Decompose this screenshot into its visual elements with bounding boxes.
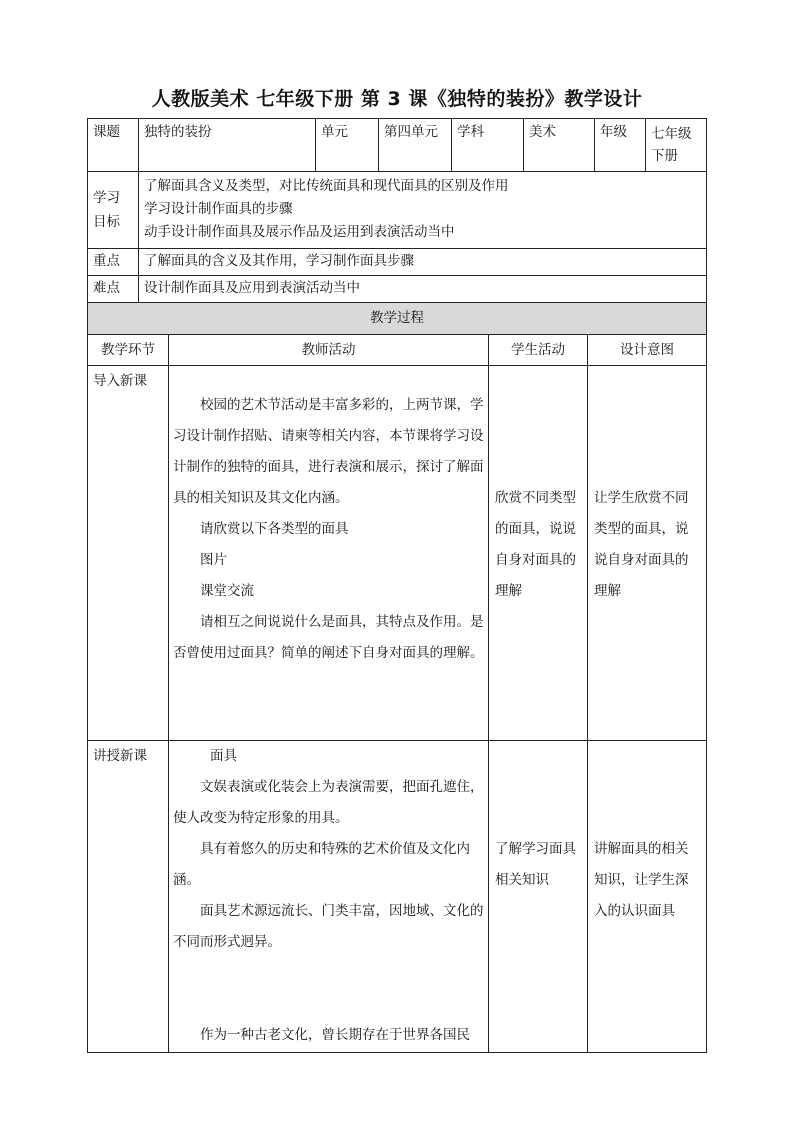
difficult-label: 难点: [88, 276, 139, 303]
goals-list: [139, 172, 707, 249]
student-activity-intro: 欣赏不同类型的面具，说说自身对面具的理解: [489, 366, 588, 741]
grade-label: 年级: [595, 119, 646, 172]
goal-item: 学习设计制作面具的步骤: [144, 201, 293, 217]
key-value: 了解面具的含义及其作用，学习制作面具步骤: [139, 249, 707, 276]
teacher-activity-intro: [169, 366, 489, 741]
paragraph: 图片: [200, 552, 227, 568]
column-header-intent: 设计意图: [588, 335, 707, 366]
stage-lecture: 讲授新课: [88, 741, 169, 1053]
column-header-stage: 教学环节: [88, 335, 169, 366]
section-heading: 面具: [210, 748, 237, 764]
course-label: 课题: [88, 119, 139, 172]
subject-label: 学科: [452, 119, 524, 172]
paragraph: 请相互之间说说什么是面具，其特点及作用。是否曾使用过面具？简单的阐述下自身对面具的理解。: [173, 614, 484, 661]
table-row: [88, 366, 707, 741]
grade-value: 七年级下册: [646, 119, 707, 172]
paragraph: 校园的艺术节活动是丰富多彩的，上两节课，学习设计制作招贴、请柬等相关内容，本节课将学习设计制作的独特的面具，进行表演和展示，探讨了解面具的相关知识及其文化内涵。: [173, 397, 484, 506]
goal-item: 动手设计制作面具及展示作品及运用到表演活动当中: [144, 224, 455, 240]
course-value: 独特的装扮: [139, 119, 316, 172]
key-label: 重点: [88, 249, 139, 276]
student-activity-lecture: 了解学习面具相关知识: [489, 741, 588, 1053]
paragraph: 请欣赏以下各类型的面具: [200, 521, 349, 537]
unit-value: 第四单元: [379, 119, 452, 172]
teacher-activity-lecture: [169, 741, 489, 1053]
design-intent-lecture: 讲解面具的相关知识，让学生深入的认识面具: [588, 741, 707, 1053]
paragraph: 文娱表演或化装会上为表演需要，把面孔遮住，使人改变为特定形象的用具。: [173, 779, 484, 826]
goals-label: 学习目标: [88, 172, 139, 249]
design-intent-intro: 让学生欣赏不同类型的面具，说说自身对面具的理解: [588, 366, 707, 741]
paragraph: 课堂交流: [200, 583, 254, 599]
process-table: [87, 302, 707, 1053]
process-header: 教学过程: [88, 303, 707, 335]
paragraph: 作为一种古老文化，曾长期存在于世界各国民: [200, 1027, 470, 1043]
document-title: 人教版美术 七年级下册 第 3 课《独特的装扮》教学设计: [151, 88, 643, 110]
unit-label: 单元: [316, 119, 379, 172]
stage-intro: 导入新课: [88, 366, 169, 741]
goal-item: 了解面具含义及类型，对比传统面具和现代面具的区别及作用: [144, 178, 509, 194]
difficult-value: 设计制作面具及应用到表演活动当中: [139, 276, 707, 303]
table-row: [88, 741, 707, 1053]
paragraph: 具有着悠久的历史和特殊的艺术价值及文化内涵。: [173, 841, 470, 888]
info-table: [87, 118, 707, 303]
paragraph: 面具艺术源远流长、门类丰富，因地域、文化的不同而形式迥异。: [173, 903, 484, 950]
column-header-teacher: 教师活动: [169, 335, 489, 366]
subject-value: 美术: [524, 119, 595, 172]
column-header-student: 学生活动: [489, 335, 588, 366]
